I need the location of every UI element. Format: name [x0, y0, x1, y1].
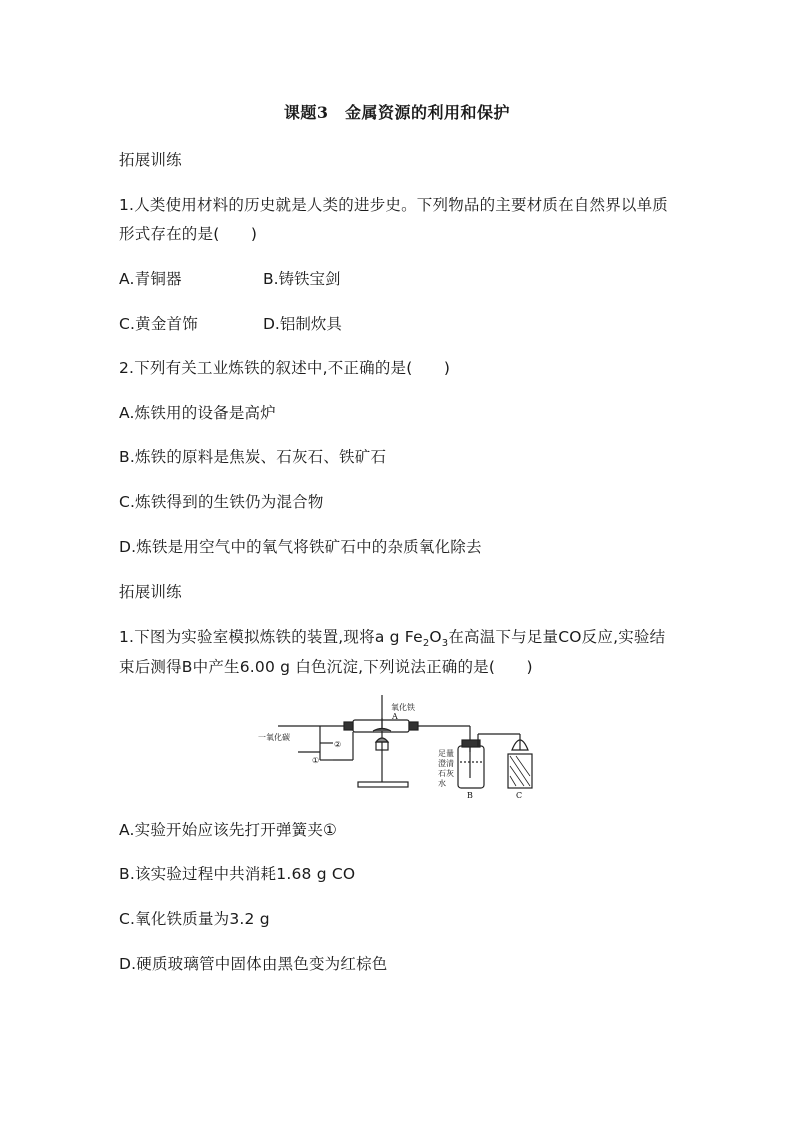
q3-subscript-3: 3 [441, 638, 449, 650]
q1-stem-line1: 1.人类使用材料的历史就是人类的进步史。下列物品的主要材质在自然界以单质 [119, 196, 668, 214]
iron-smelting-apparatus-diagram [258, 690, 548, 800]
section-heading: 拓展训练 [119, 583, 182, 601]
q3-stem-line2: 束后测得B中产生6.00 g 白色沉淀,下列说法正确的是( ) [119, 658, 533, 676]
q2-option-c: C.炼铁得到的生铁仍为混合物 [119, 493, 324, 511]
clamp-1-label: ① [312, 756, 320, 765]
q2-option-a: A.炼铁用的设备是高炉 [119, 404, 276, 422]
limewater-label-1: 足量 [438, 749, 454, 758]
q3-stem-part2: 在高温下与足量CO反应,实验结 [448, 628, 666, 646]
clamp-2-label: ② [334, 740, 342, 749]
a-label: A [392, 712, 398, 721]
bottle-b-stopper [462, 740, 480, 747]
q1-option-d: D.铝制炊具 [263, 315, 342, 333]
stand-base [358, 782, 408, 787]
q1-option-a: A.青铜器 [119, 270, 182, 288]
q3-oxygen-symbol: O [429, 628, 442, 646]
q1-stem-line2: 形式存在的是( ) [119, 225, 258, 243]
q3-option-d: D.硬质玻璃管中固体由黑色变为红棕色 [119, 955, 388, 973]
limewater-label-4: 水 [438, 779, 446, 788]
q3-stem-part1: 1.下图为实验室模拟炼铁的装置,现将a g Fe [119, 628, 423, 646]
rubber-stopper-right [409, 722, 418, 730]
page-title: 课题3 金属资源的利用和保护 [283, 103, 511, 122]
b-label: B [467, 791, 473, 800]
q3-stem-line1 [119, 625, 665, 649]
rubber-stopper-left [344, 722, 353, 730]
iron-oxide-powder [373, 729, 391, 732]
c-label: C [516, 791, 523, 800]
limewater-label-3: 石灰 [438, 769, 454, 778]
co-label: 一氧化碳 [258, 733, 290, 742]
q1-option-b: B.铸铁宝剑 [263, 270, 341, 288]
q3-option-a: A.实验开始应该先打开弹簧夹① [119, 821, 338, 839]
limewater-label-2: 澄清 [438, 759, 454, 768]
q2-option-d: D.炼铁是用空气中的氧气将铁矿石中的杂质氧化除去 [119, 538, 482, 556]
q2-stem: 2.下列有关工业炼铁的叙述中,不正确的是( ) [119, 359, 451, 377]
q3-option-b: B.该实验过程中共消耗1.68 g CO [119, 865, 356, 883]
section-heading: 拓展训练 [119, 151, 182, 169]
bottle-b [458, 746, 484, 788]
fe2o3-label: 氧化铁 [391, 703, 415, 712]
q3-subscript-2: 2 [422, 638, 430, 650]
q1-option-c: C.黄金首饰 [119, 315, 198, 333]
q2-option-b: B.炼铁的原料是焦炭、石灰石、铁矿石 [119, 448, 387, 466]
q3-option-c: C.氧化铁质量为3.2 g [119, 910, 270, 928]
